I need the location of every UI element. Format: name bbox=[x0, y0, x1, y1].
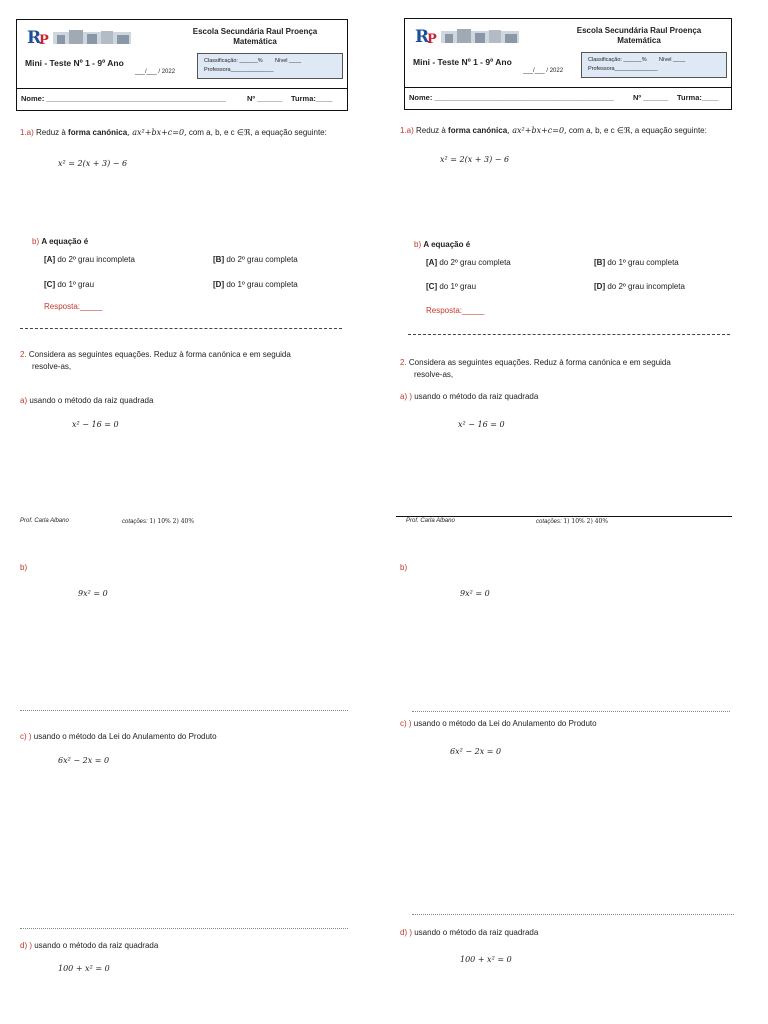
teacher-field[interactable]: Professora______________ bbox=[588, 66, 658, 72]
answer-field[interactable]: Resposta:_____ bbox=[426, 306, 485, 315]
classification-field[interactable]: Classificação: ______% bbox=[588, 57, 647, 63]
date-field[interactable]: ___/___ / 2022 bbox=[523, 68, 564, 74]
name-field[interactable]: Nome: ___________________________________________ bbox=[409, 93, 614, 102]
dotted-divider bbox=[20, 928, 348, 929]
test-title: Mini - Teste Nº 1 - 9º Ano bbox=[25, 58, 124, 68]
footer-cotacoes: cotações: 1) 10% 2) 40% bbox=[122, 518, 195, 525]
q2d-equation: 100 + x² = 0 bbox=[460, 955, 512, 964]
classification-box bbox=[581, 52, 727, 78]
header-box bbox=[16, 19, 348, 111]
classification-field[interactable]: Classificação: ______% bbox=[204, 58, 263, 64]
q2-statement: 2. Considera as seguintes equações. Reduz à forma canónica e em seguida bbox=[400, 358, 671, 367]
footer-prof: Prof. Carla Albano bbox=[20, 518, 69, 524]
option-d[interactable]: [D] do 1º grau completa bbox=[213, 280, 298, 289]
option-d[interactable]: [D] do 2º grau incompleta bbox=[594, 282, 685, 291]
class-field[interactable]: Turma:____ bbox=[291, 94, 333, 103]
q1a-equation: x² = 2(x + 3) − 6 bbox=[440, 155, 510, 164]
q1a-equation: x² = 2(x + 3) − 6 bbox=[58, 159, 128, 168]
q2a-equation: x² − 16 = 0 bbox=[458, 420, 505, 429]
left-page bbox=[16, 0, 366, 1024]
dotted-divider bbox=[20, 710, 348, 711]
option-c[interactable]: [C] do 1º grau bbox=[426, 282, 477, 291]
q1a-statement: 1.a) Reduz à forma canónica, ax²+bx+c=0, com a, b, e c ∈ℜ, a equação seguinte: bbox=[400, 126, 707, 135]
option-a[interactable]: [A] do 2º grau incompleta bbox=[44, 255, 135, 264]
level-field[interactable]: Nível ____ bbox=[658, 57, 686, 63]
school-logo bbox=[413, 25, 523, 47]
svg-text:P: P bbox=[39, 33, 49, 48]
number-field[interactable]: Nº ______ bbox=[247, 94, 283, 103]
q1a-statement: 1.a) Reduz à forma canónica, ax²+bx+c=0, com a, b, e c ∈ℜ, a equação seguinte: bbox=[20, 128, 327, 137]
school-logo bbox=[25, 26, 135, 48]
svg-text:R: R bbox=[27, 28, 42, 48]
section-divider bbox=[408, 334, 730, 335]
q2b-label: b) bbox=[400, 563, 408, 572]
dotted-divider bbox=[412, 711, 730, 712]
footer-prof: Prof. Carla Albano bbox=[406, 518, 455, 524]
q2d-statement: d) ) usando o método da raiz quadrada bbox=[20, 941, 159, 950]
q2c-equation: 6x² − 2x = 0 bbox=[58, 756, 110, 765]
school-name: Escola Secundária Raul Proença bbox=[576, 26, 702, 35]
option-b[interactable]: [B] do 2º grau completa bbox=[213, 255, 298, 264]
svg-text:R: R bbox=[415, 27, 430, 47]
q2c-equation: 6x² − 2x = 0 bbox=[450, 747, 502, 756]
number-field[interactable]: Nº ______ bbox=[633, 93, 669, 102]
date-field[interactable]: ___/___ / 2022 bbox=[135, 69, 176, 75]
right-page bbox=[400, 0, 754, 1024]
teacher-field[interactable]: Professora______________ bbox=[204, 67, 274, 73]
q2d-statement: d) ) usando o método da raiz quadrada bbox=[400, 928, 539, 937]
q2a-statement: a) usando o método da raiz quadrada bbox=[20, 396, 154, 405]
header-box bbox=[404, 18, 732, 110]
q2a-statement: a) ) usando o método da raiz quadrada bbox=[400, 392, 539, 401]
option-c[interactable]: [C] do 1º grau bbox=[44, 280, 95, 289]
q1b-title: b) A equação é bbox=[414, 240, 471, 249]
q2c-statement: c) ) usando o método da Lei do Anulamento do Produto bbox=[400, 719, 597, 728]
q2-statement-line2: resolve-as, bbox=[414, 370, 454, 379]
q2b-equation: 9x² = 0 bbox=[78, 589, 108, 598]
school-name: Escola Secundária Raul Proença bbox=[192, 27, 318, 36]
option-a[interactable]: [A] do 2º grau completa bbox=[426, 258, 511, 267]
q2a-equation: x² − 16 = 0 bbox=[72, 420, 119, 429]
q2c-statement: c) ) usando o método da Lei do Anulamento do Produto bbox=[20, 732, 217, 741]
answer-field[interactable]: Resposta:_____ bbox=[44, 302, 103, 311]
section-divider bbox=[20, 328, 342, 329]
classification-box bbox=[197, 53, 343, 79]
footer-cotacoes: cotações: 1) 10% 2) 40% bbox=[536, 518, 609, 525]
subject: Matemática bbox=[233, 37, 277, 46]
q2-statement-line2: resolve-as, bbox=[32, 362, 72, 371]
svg-text:P: P bbox=[427, 32, 437, 47]
name-field[interactable]: Nome: ___________________________________________ bbox=[21, 94, 226, 103]
q2b-label: b) bbox=[20, 563, 28, 572]
q1b-title: b) A equação é bbox=[32, 237, 89, 246]
level-field[interactable]: Nível ____ bbox=[274, 58, 302, 64]
footer-rule bbox=[396, 516, 732, 517]
q2b-equation: 9x² = 0 bbox=[460, 589, 490, 598]
q2-statement: 2. Considera as seguintes equações. Reduz à forma canónica e em seguida bbox=[20, 350, 291, 359]
class-field[interactable]: Turma:____ bbox=[677, 93, 719, 102]
q2d-equation: 100 + x² = 0 bbox=[58, 964, 110, 973]
option-b[interactable]: [B] do 1º grau completa bbox=[594, 258, 679, 267]
test-title: Mini - Teste Nº 1 - 9º Ano bbox=[413, 57, 512, 67]
dotted-divider bbox=[412, 914, 734, 915]
subject: Matemática bbox=[617, 36, 661, 45]
